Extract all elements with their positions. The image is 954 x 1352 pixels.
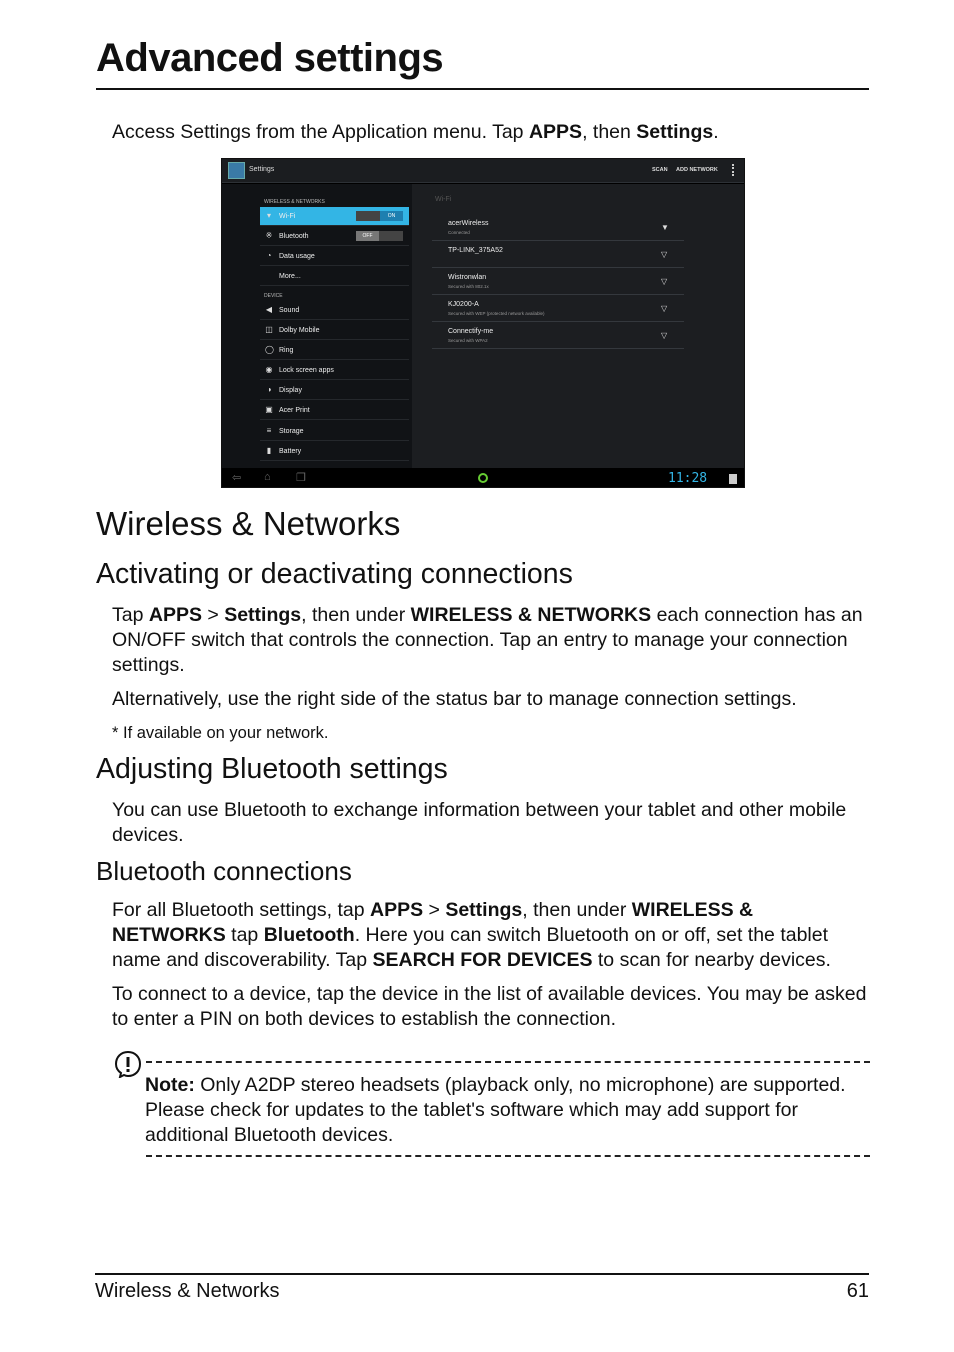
wifi-icon: ▾ (266, 211, 271, 220)
activating-paragraph: Tap APPS > Settings, then under WIRELESS & NETWORKS each connection has an ON/OFF switch that controls the connection. Tap an entry to manage your connection settings. (112, 604, 863, 676)
printer-icon: ▣ (265, 405, 273, 414)
ring-icon: ◯ (265, 345, 274, 354)
heading-bt-connections: Bluetooth connections (96, 856, 352, 886)
network-item: acerWireless Connected ▼ (432, 214, 684, 241)
sidebar-item-dolby: ◫ Dolby Mobile (260, 321, 409, 340)
wifi-toggle: ON (356, 211, 403, 221)
footer-divider (95, 1273, 869, 1275)
notification-icon (478, 473, 488, 483)
add-network-button: ADD NETWORK (676, 167, 718, 173)
sidebar-item-battery: ▮ Battery (260, 442, 409, 461)
sidebar-item-more: More... (260, 267, 409, 286)
display-icon: ◑ (266, 385, 272, 394)
wifi-panel-header: Wi-Fi (435, 196, 452, 203)
wifi-signal-icon: ▽ (661, 250, 668, 259)
sidebar-item-bluetooth: ※ Bluetooth OFF (260, 227, 409, 246)
sidebar-item-sound: ◀ Sound (260, 301, 409, 320)
settings-sidebar (222, 184, 412, 468)
category-wireless: WIRELESS & NETWORKS (264, 199, 325, 205)
note-text: Note: Only A2DP stereo headsets (playback only, no microphone) are supported. Please check for updates to the tablet's software which may add support for additional Bluetooth devices. (145, 1074, 846, 1146)
bt-connections-paragraph: For all Bluetooth settings, tap APPS > Settings, then under WIRELESS & NETWORKS tap Bluetooth. Here you can switch Bluetooth on or off, set the tablet name and discoverability. Tap SEARCH FOR DEVICES to scan for nearby devices. (112, 899, 831, 971)
battery-status-icon (729, 474, 737, 484)
section-heading-wireless: Wireless & Networks (96, 505, 401, 542)
note-top-divider (146, 1061, 870, 1063)
dolby-icon: ◫ (265, 325, 273, 334)
back-icon: ⇦ (232, 472, 242, 484)
wifi-lock-icon: ▽ (661, 331, 668, 340)
lock-icon: ◉ (265, 365, 273, 374)
sidebar-item-wifi: ▾ Wi-Fi ON (260, 207, 409, 226)
sidebar-item-acer-print: ▣ Acer Print (260, 401, 409, 420)
heading-activating: Activating or deactivating connections (96, 558, 573, 590)
warning-icon (114, 1050, 142, 1078)
network-item: KJ0200-A Secured with WEP (protected network available) ▽ (432, 295, 684, 322)
system-bar (222, 469, 744, 487)
page-title: Advanced settings (96, 36, 444, 80)
footer-section: Wireless & Networks (95, 1280, 280, 1302)
note-bottom-divider (146, 1155, 870, 1157)
bluetooth-icon: ※ (265, 231, 273, 240)
title-divider (96, 88, 869, 90)
speaker-icon: ◀ (265, 305, 273, 314)
footnote: * If available on your network. (112, 724, 329, 742)
connect-device-paragraph: To connect to a device, tap the device in the list of available devices. You may be asked to enter a PIN on both devices to establish the connection. (112, 983, 867, 1030)
battery-icon: ▮ (266, 446, 272, 455)
action-bar (222, 159, 744, 183)
bluetooth-toggle: OFF (356, 231, 403, 241)
action-bar-title: Settings (249, 166, 275, 173)
network-item: Connectify-me Secured with WPA2 ▽ (432, 322, 684, 349)
wifi-signal-icon: ▼ (661, 223, 669, 232)
wifi-lock-icon: ▽ (661, 277, 668, 286)
recent-apps-icon: ❐ (296, 472, 306, 484)
page-number: 61 (846, 1280, 869, 1302)
data-usage-icon: ◔ (266, 251, 272, 260)
settings-screenshot (221, 158, 745, 488)
sidebar-item-lock-screen: ◉ Lock screen apps (260, 361, 409, 380)
sidebar-item-display: ◑ Display (260, 381, 409, 400)
sidebar-item-storage: ≡ Storage (260, 422, 409, 441)
network-item: Wistronwlan Secured with 802.1x ▽ (432, 268, 684, 295)
network-item: TP-LINK_375A52 ▽ (432, 241, 684, 268)
status-bar-paragraph: Alternatively, use the right side of the status bar to manage connection settings. (112, 688, 797, 710)
wifi-panel (412, 184, 744, 468)
settings-app-icon (228, 162, 245, 179)
storage-icon: ≡ (266, 426, 272, 435)
sidebar-item-data-usage: ◔ Data usage (260, 247, 409, 266)
wifi-lock-icon: ▽ (661, 304, 668, 313)
bluetooth-paragraph: You can use Bluetooth to exchange information between your tablet and other mobile devices. (112, 799, 847, 846)
sidebar-item-ring: ◯ Ring (260, 341, 409, 360)
intro-paragraph: Access Settings from the Application menu. Tap APPS, then Settings. (112, 121, 719, 143)
category-device: DEVICE (264, 293, 283, 299)
scan-button: SCAN (652, 167, 668, 173)
heading-bluetooth: Adjusting Bluetooth settings (96, 753, 448, 785)
overflow-menu-icon (732, 164, 734, 176)
clock: 11:28 (668, 471, 708, 486)
home-icon: ⌂ (264, 471, 271, 483)
